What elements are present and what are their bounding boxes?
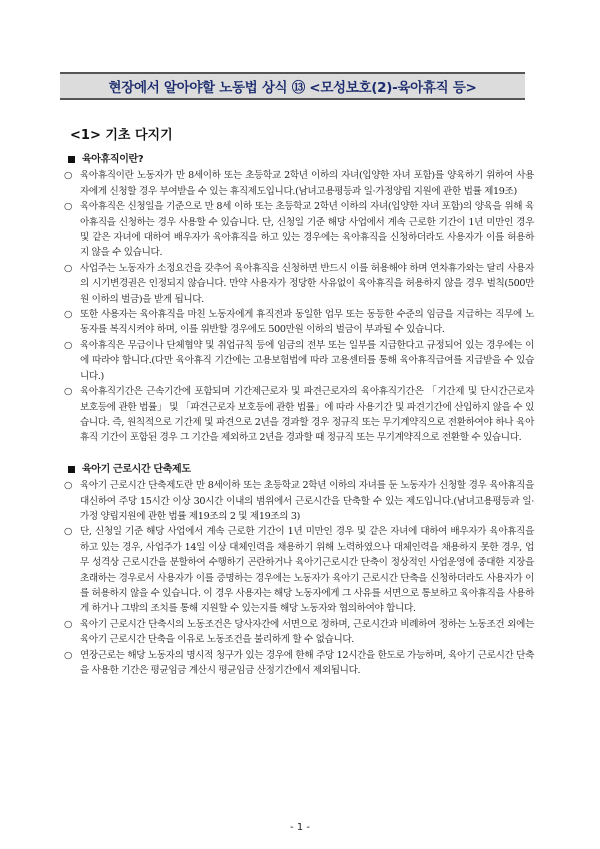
section-title: <1> 기초 다지기 <box>70 128 173 143</box>
list-item <box>64 478 534 524</box>
paragraph-text: 또한 사용자는 육아휴직을 마친 노동자에게 휴직전과 동일한 업무 또는 동등한 수준의 임금을 지급하는 직무에 노동자를 복직시켜야 하며, 이를 위반할 경우에도 500만원 이하의 벌금이 부과될 수 있습니다. <box>80 309 534 336</box>
square-bullet-icon <box>68 466 75 473</box>
list-item <box>64 261 534 307</box>
subheading: 육아휴직이란? <box>64 152 534 167</box>
circle-bullet-icon: ○ <box>64 649 73 661</box>
paragraph-text: 육아기 근로시간 단축시의 노동조건은 당사자간에 서면으로 정하며, 근로시간과 비례하여 정하는 노동조건 외에는 육아기 근로시간 단축을 이유로 노동조건을 불리하게 할 수 없습니다. <box>80 618 534 646</box>
paragraph-text: 연장근로는 해당 노동자의 명시적 청구가 있는 경우에 한해 주당 12시간을 한도로 가능하며, 육아기 근로시간 단축을 사용한 기간은 평균임금 계산시 평균임금 산정기간에서 제외됩니다. <box>80 649 534 676</box>
paragraph-text: 육아휴직은 신청일을 기준으로 만 8세 이하 또는 초등학교 2학년 이하의 자녀(입양한 자녀 포함)의 양육을 위해 육아휴직을 신청하는 경우 사용할 수 있습니다. 단, 신청일 기준 해당 사업에서 계속 근로한 기간이 1년 미만인 경우 및 같은 자녀에 대하여 배우자가 육아휴직을 하고 있는 경우에는 육아휴직을 신청하더라도 사용자가 이를 허용하지 않을 수 있습니다. <box>80 201 534 259</box>
subheading: 육아기 근로시간 단축제도 <box>64 462 534 477</box>
list-item <box>64 524 534 616</box>
list-item <box>64 307 534 338</box>
list-item <box>64 199 534 261</box>
section-reduced-hours <box>64 462 534 679</box>
circle-bullet-icon: ○ <box>64 262 73 274</box>
circle-bullet-icon: ○ <box>64 309 73 321</box>
paragraph-text: 육아휴직기간은 근속기간에 포함되며 기간제근로자 및 파견근로자의 육아휴직기간은 「기간제 및 단시간근로자 보호등에 관한 법률」 및 「파견근로자 보호등에 관한 법률」에 따라 사용기간 및 파견기간에 산입하지 않을 수 있습니다. 즉, 원칙적으로 기간제 및 파견으로 2년을 경과할 경우 정규직 또는 무기계약직으로 전환하여야 하나 육아휴직 기간이 포함된 경우 그 기간을 제외하고 2년을 경과할 때 정규직 또는 무기계약직으로 전환할 수 있습니다. <box>80 386 534 444</box>
circle-bullet-icon: ○ <box>64 526 73 538</box>
list-item <box>64 648 534 679</box>
paragraph-text: 사업주는 노동자가 소정요건을 갖추어 육아휴직을 신청하면 반드시 이를 허용해야 하며 연차휴가와는 달리 사용자의 시기변경권은 인정되지 않습니다. 만약 사용자가 정당한 사유없이 육아휴직을 허용하지 않을 경우 벌칙(500만원 이하의 벌금)을 받게 됩니다. <box>80 262 534 305</box>
circle-bullet-icon: ○ <box>64 201 73 213</box>
paragraph-text: 육아휴직은 무급이나 단체협약 및 취업규칙 등에 임금의 전부 또는 일부를 지급한다고 규정되어 있는 경우에는 이에 따라야 합니다.(다만 육아휴직 기간에는 고용보험법에 따라 고용센터를 통해 육아휴직급여를 지급받을 수 있습니다.) <box>80 339 534 382</box>
document-title-banner: 현장에서 알아야할 노동법 상식 ⑬ <모성보호(2)-육아휴직 등> <box>60 72 525 100</box>
circle-bullet-icon: ○ <box>64 170 73 182</box>
list-item <box>64 617 534 648</box>
square-bullet-icon <box>68 156 75 163</box>
paragraph-text: 육아휴직이란 노동자가 만 8세이하 또는 초등학교 2학년 이하의 자녀(입양한 자녀 포함)를 양육하기 위하여 사용자에게 신청할 경우 부여받을 수 있는 휴직제도입니다.(남녀고용평등과 일·가정양립 지원에 관한 법률 제19조) <box>80 170 534 197</box>
circle-bullet-icon: ○ <box>64 480 73 492</box>
paragraph-text: 단, 신청일 기준 해당 사업에서 계속 근로한 기간이 1년 미만인 경우 및 같은 자녀에 대하여 배우자가 육아휴직을 하고 있는 경우, 사업주가 14일 이상 대체인력을 채용하기 위해 노력하였으나 대체인력을 채용하지 못한 경우, 업무 성격상 근로시간을 분할하여 수행하기 곤란하거나 육아기근로시간 단축이 정상적인 사업운영에 중대한 지장을 초래하는 경우로서 사용자가 이를 증명하는 경우에는 노동자가 육아기 근로시간 단축을 신청하더라도 사용자가 이를 허용하지 않을 수 있습니다. 이 경우 사용자는 해당 노동자에게 그 사유를 서면으로 통보하고 육아휴직을 사용하게 하거나 그밖의 조치를 통해 지원할 수 있는지를 해당 노동자와 협의하여야 합니다. <box>80 526 534 615</box>
circle-bullet-icon: ○ <box>64 386 73 398</box>
circle-bullet-icon: ○ <box>64 339 73 351</box>
section-parental-leave <box>64 152 534 446</box>
spacer <box>64 446 534 462</box>
page-number: - 1 - <box>290 822 310 833</box>
list-item <box>64 168 534 199</box>
document-body <box>64 152 534 678</box>
paragraph-text: 육아기 근로시간 단축제도란 만 8세이하 또는 초등학교 2학년 이하의 자녀를 둔 노동자가 신청할 경우 육아휴직을 대신하여 주당 15시간 이상 30시간 이내의 범위에서 근로시간을 단축할 수 있는 제도입니다.(남녀고용평등과 일·가정 양립지원에 관한 법률 제19조의 2 및 제19조의 3) <box>80 480 534 522</box>
list-item <box>64 384 534 446</box>
circle-bullet-icon: ○ <box>64 618 73 630</box>
list-item <box>64 338 534 384</box>
